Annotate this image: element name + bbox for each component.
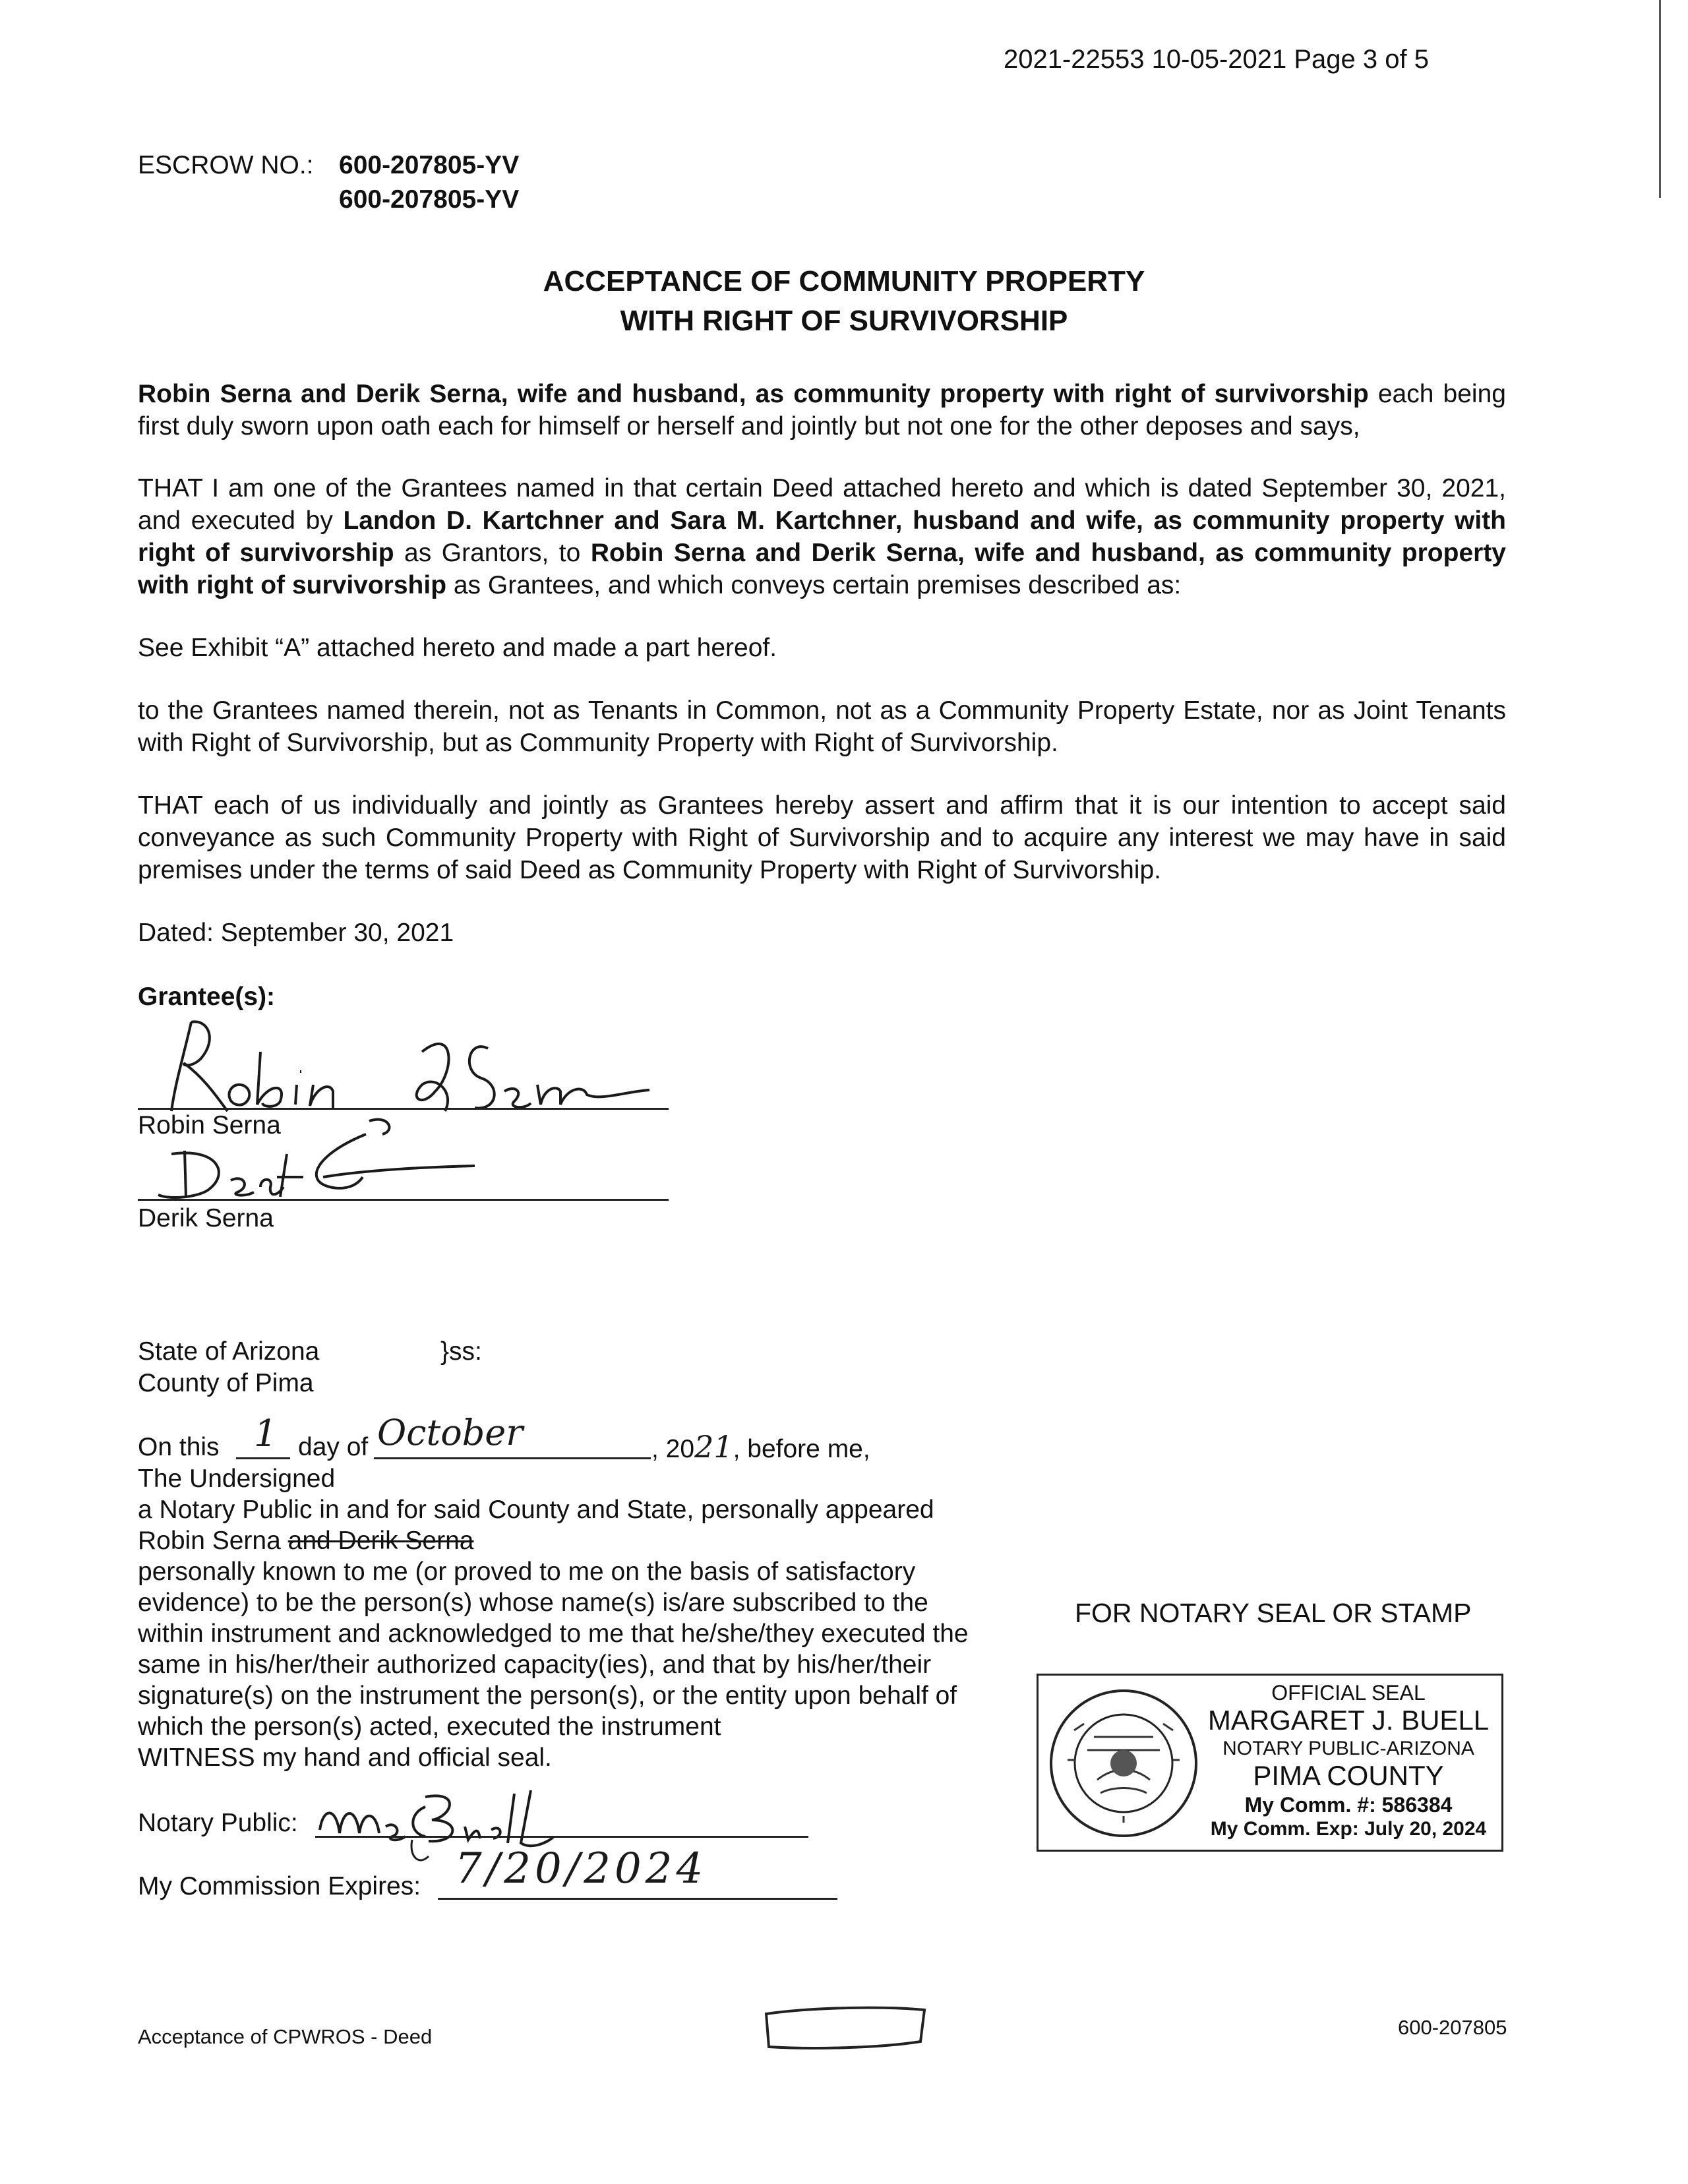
grantees-label: Grantee(s): <box>138 983 276 1011</box>
ack-line: signature(s) on the instrument the person(s), or the entity upon behalf of <box>138 1682 957 1710</box>
paragraph-oath <box>138 378 1506 442</box>
signer-name: Derik Serna <box>138 1204 274 1232</box>
ack-line: evidence) to be the person(s) whose name(s) is/are subscribed to the <box>138 1589 928 1617</box>
year-prefix: , 20 <box>651 1435 695 1463</box>
on-this-label: On this <box>138 1433 220 1461</box>
seal-county: PIMA COUNTY <box>1253 1760 1444 1791</box>
footer-right: 600-207805 <box>1398 2016 1507 2039</box>
year-value: 21 <box>694 1429 733 1465</box>
paragraph-tenancy: to the Grantees named therein, not as Tenants in Common, not as a Community Property Estate, nor as Joint Tenants with Right of Survivorship, but as Community Property with Right of Survivorship. <box>138 696 1506 757</box>
day-of-label: day of <box>298 1433 369 1461</box>
derik-serna-signature <box>145 1114 488 1207</box>
ack-line: which the person(s) acted, executed the instrument <box>138 1713 721 1741</box>
grantees-names: Robin Serna and Derik Serna, wife and husband, as community property with right of survivorship <box>138 539 1506 599</box>
struck-name: and Derik Serna <box>287 1527 474 1555</box>
seal-line: OFFICIAL SEAL <box>1271 1681 1426 1705</box>
paragraph-text: as Grantors, to <box>394 539 591 567</box>
notary-seal-stamp <box>1037 1674 1503 1852</box>
document-title: ACCEPTANCE OF COMMUNITY PROPERTY <box>543 265 1145 297</box>
notary-public-label: Notary Public: <box>138 1809 298 1837</box>
paragraph-affirmation: THAT each of us individually and jointly as Grantees hereby assert and affirm that it is our intention to accept said conveyance as such Community Property with Right of Survivorship and to acquire any interest we may have in said premises under the terms of said Deed as Community Property with Right of Survivorship. <box>138 791 1506 884</box>
paragraph-deed <box>138 472 1506 601</box>
seal-commission-number: My Comm. #: 586384 <box>1244 1793 1453 1817</box>
grantors-names: Landon D. Kartchner and Sara M. Kartchner, husband and wife, as community property with right of survivorship <box>138 506 1506 567</box>
undersigned-label: The Undersigned <box>138 1465 336 1493</box>
appeared-name: Robin Serna <box>138 1527 281 1555</box>
paragraph-text: as Grantees, and which conveys certain premises described as: <box>446 571 1182 599</box>
appeared-line: a Notary Public in and for said County and State, personally appeared <box>138 1496 934 1524</box>
seal-caption: FOR NOTARY SEAL OR STAMP <box>1075 1598 1472 1628</box>
day-value: 1 <box>254 1412 278 1455</box>
ack-line: within instrument and acknowledged to me that he/she/they executed the <box>138 1620 969 1648</box>
seal-commission-expiry: My Comm. Exp: July 20, 2024 <box>1210 1818 1487 1840</box>
commission-line <box>438 1898 837 1900</box>
month-value: October <box>377 1412 524 1453</box>
before-me: , before me, <box>733 1435 870 1463</box>
seal-notary-name: MARGARET J. BUELL <box>1207 1705 1490 1736</box>
footer-box-mark <box>760 2002 931 2056</box>
notary-signature-line <box>315 1836 808 1838</box>
paragraph-text: each being first duly sworn upon oath each for himself or herself and jointly but not one for the other deposes and says, <box>138 380 1506 440</box>
venue-ss: }ss: <box>440 1337 482 1366</box>
year-label <box>651 1431 870 1465</box>
escrow-number: 600-207805-YV <box>339 151 520 179</box>
venue-state: State of Arizona <box>138 1337 320 1366</box>
dated-line: Dated: September 30, 2021 <box>138 919 454 947</box>
recording-header: 2021-22553 10-05-2021 Page 3 of 5 <box>1004 45 1429 74</box>
document-title: WITH RIGHT OF SURVIVORSHIP <box>620 305 1068 337</box>
escrow-label: ESCROW NO.: <box>138 151 314 179</box>
paragraph-text: THAT I am one of the Grantees named in that certain Deed attached hereto and which is dated September 30, 2021, and executed by <box>138 474 1506 535</box>
state-seal-emblem <box>1048 1687 1199 1839</box>
scan-edge-line <box>1659 0 1661 198</box>
day-line <box>236 1457 290 1459</box>
venue-county: County of Pima <box>138 1369 314 1397</box>
paragraph-exhibit: See Exhibit “A” attached hereto and made a part hereof. <box>138 634 777 662</box>
footer-left: Acceptance of CPWROS - Deed <box>138 2025 433 2048</box>
signature-line <box>138 1199 669 1201</box>
seal-line: NOTARY PUBLIC-ARIZONA <box>1222 1738 1474 1759</box>
signer-name: Robin Serna <box>138 1111 281 1139</box>
month-line <box>374 1457 651 1459</box>
ack-line: WITNESS my hand and official seal. <box>138 1744 552 1772</box>
ack-line: personally known to me (or proved to me on the basis of satisfactory <box>138 1558 916 1586</box>
grantees-names: Robin Serna and Derik Serna, wife and husband, as community property with right of survivorship <box>138 380 1369 408</box>
commission-label: My Commission Expires: <box>138 1872 421 1900</box>
escrow-number: 600-207805-YV <box>339 185 520 214</box>
ack-line: same in his/her/their authorized capacity(ies), and that by his/her/their <box>138 1651 932 1679</box>
commission-value: 7/20/2024 <box>455 1844 708 1893</box>
appeared-names <box>138 1525 473 1557</box>
